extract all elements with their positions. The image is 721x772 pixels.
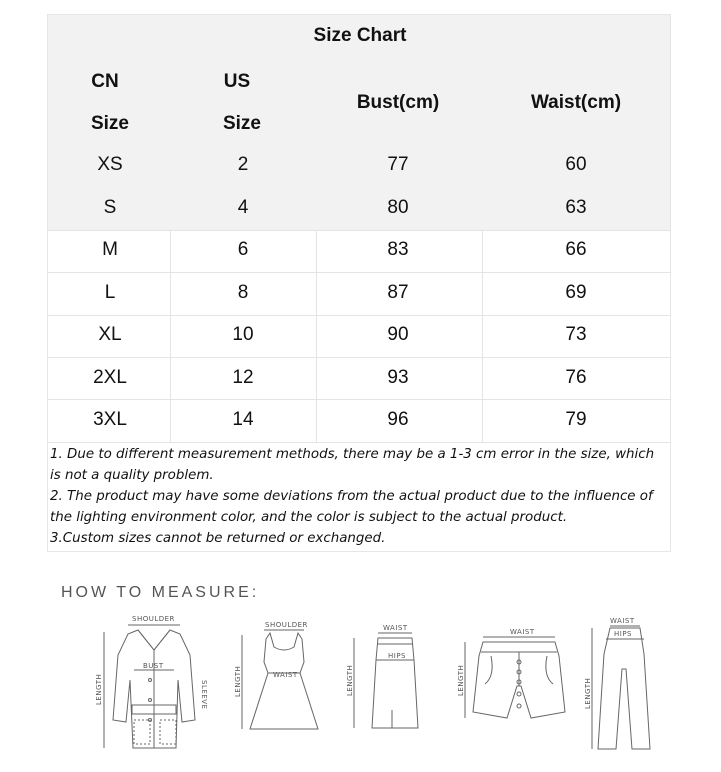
cell-bust: 87 — [387, 282, 409, 303]
cell-cn: 3XL — [93, 409, 127, 430]
skirt-label-hips: HIPS — [388, 652, 406, 660]
cell-waist: 76 — [565, 367, 587, 388]
pants-label-waist: WAIST — [610, 617, 635, 625]
header-cn-line2: Size — [90, 113, 130, 134]
shorts-label-waist: WAIST — [510, 628, 535, 636]
cell-bust: 90 — [387, 324, 409, 345]
header-cn-size — [50, 113, 170, 135]
note-2: 2. The product may have some deviations from the actual product due to the influence of the lighting environment color, and the color is subject to the actual product. — [50, 489, 653, 525]
col-divider — [170, 230, 171, 442]
cell-us: 12 — [232, 367, 254, 388]
cell-us: 4 — [237, 197, 249, 218]
header-us-line1: US — [223, 71, 251, 92]
cell-waist: 63 — [565, 197, 587, 218]
cell-waist: 60 — [565, 154, 587, 175]
header-cn-line1: CN — [91, 71, 119, 92]
dress-label-waist: WAIST — [273, 671, 298, 679]
header-waist: Waist(cm) — [530, 92, 622, 113]
dress-illustration — [232, 617, 332, 747]
skirt-illustration — [342, 620, 432, 740]
note-1: 1. Due to different measurement methods, there may be a 1-3 cm error in the size, which is not a quality problem. — [50, 447, 655, 483]
row-divider — [48, 315, 670, 316]
row-divider — [48, 230, 670, 231]
how-to-measure-title: HOW TO MEASURE: — [61, 584, 260, 601]
jacket-label-shoulder: SHOULDER — [132, 615, 175, 623]
size-chart-table — [47, 14, 671, 552]
cell-cn: 2XL — [93, 367, 127, 388]
skirt-label-length: LENGTH — [346, 664, 354, 696]
jacket-illustration — [88, 610, 218, 760]
row-divider — [48, 357, 670, 358]
pants-label-length: LENGTH — [584, 677, 592, 709]
cell-bust: 80 — [387, 197, 409, 218]
dress-label-length: LENGTH — [234, 665, 242, 697]
pants-illustration — [582, 614, 662, 759]
cell-us: 6 — [237, 239, 249, 260]
cell-bust: 93 — [387, 367, 409, 388]
cell-waist: 69 — [565, 282, 587, 303]
cell-us: 2 — [237, 154, 249, 175]
cell-cn: XS — [97, 154, 123, 175]
cell-us: 8 — [237, 282, 249, 303]
shorts-illustration — [455, 624, 580, 739]
cell-cn: XL — [98, 324, 122, 345]
header-us-size — [182, 113, 302, 135]
row-divider — [48, 272, 670, 273]
cell-cn: L — [104, 282, 116, 303]
header-us — [182, 71, 292, 93]
skirt-label-waist: WAIST — [383, 624, 408, 632]
chart-title: Size Chart — [313, 25, 407, 46]
col-divider — [316, 230, 317, 442]
row-divider — [48, 442, 670, 443]
pants-label-hips: HIPS — [614, 630, 632, 638]
cell-bust: 83 — [387, 239, 409, 260]
cell-bust: 77 — [387, 154, 409, 175]
jacket-label-sleeve: SLEEVE — [200, 680, 208, 710]
cell-us: 14 — [232, 409, 254, 430]
cell-us: 10 — [232, 324, 254, 345]
note-3: 3.Custom sizes cannot be returned or exchanged. — [50, 531, 386, 546]
header-bust: Bust(cm) — [356, 92, 440, 113]
shorts-label-length: LENGTH — [457, 664, 465, 696]
cell-waist: 73 — [565, 324, 587, 345]
col-divider — [482, 230, 483, 442]
dress-label-shoulder: SHOULDER — [265, 621, 308, 629]
cell-waist: 79 — [565, 409, 587, 430]
header-us-line2: Size — [222, 113, 262, 134]
cell-cn: M — [102, 239, 118, 260]
cell-cn: S — [103, 197, 117, 218]
row-divider — [48, 399, 670, 400]
header-cn — [50, 71, 160, 93]
jacket-label-bust: BUST — [143, 662, 164, 670]
cell-waist: 66 — [565, 239, 587, 260]
size-notes — [50, 444, 668, 549]
jacket-label-length: LENGTH — [95, 673, 103, 705]
cell-bust: 96 — [387, 409, 409, 430]
